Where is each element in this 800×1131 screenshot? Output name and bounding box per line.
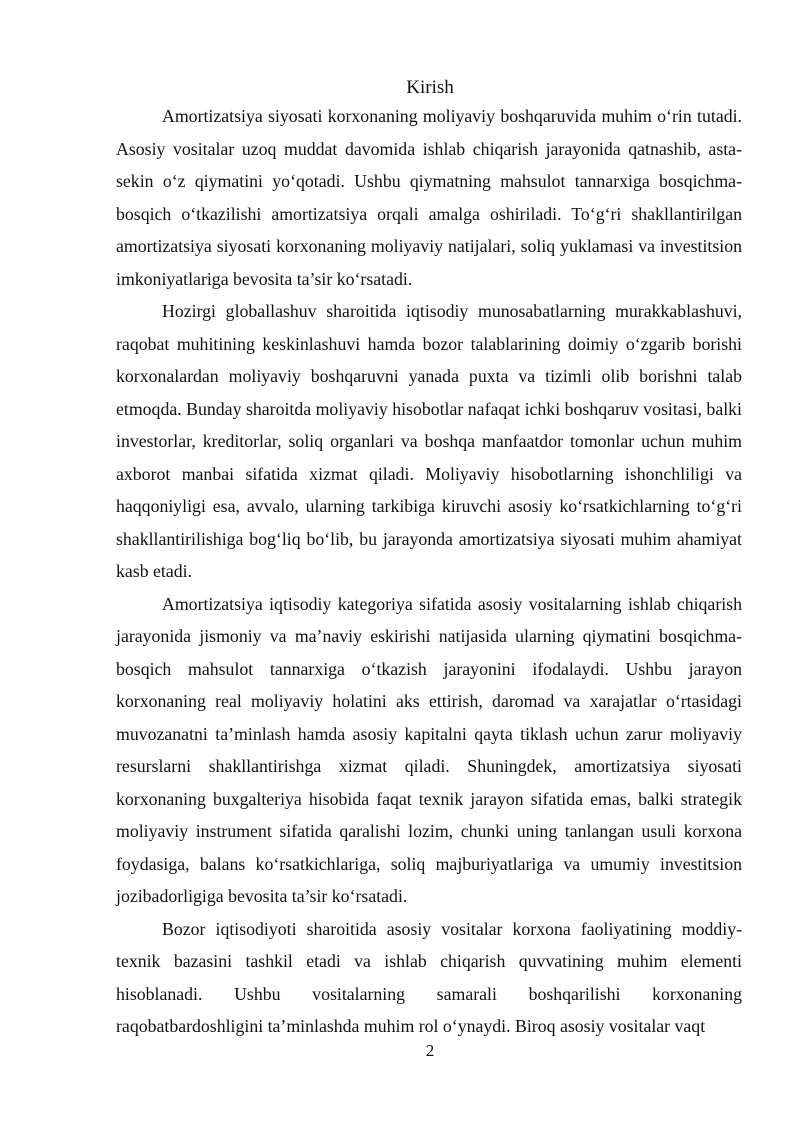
page-title: Kirish xyxy=(406,77,454,98)
paragraph-4: Bozor iqtisodiyoti sharoitida asosiy vositalar korxona faoliyatining moddiy-texnik bazasini tashkil etadi va ishlab chiqarish quvvatining muhim elementi hisoblanadi. Ushbu vositalarning samarali boshqarilishi korxonaning raqobatbardoshligini ta’minlashda muhim rol o‘ynaydi. Biroq asosiy vositalar vaqt xyxy=(116,918,742,1036)
body-text xyxy=(116,100,742,1043)
paragraph-2: Hozirgi globallashuv sharoitida iqtisodiy munosabatlarning murakkablashuvi, raqobat muhitining keskinlashuvi hamda bozor talablarining doimiy o‘zgarib borishi korxonalardan moliyaviy boshqaruvni yanada puxta va tizimli olib borishni talab etmoqda. Bunday sharoitda moliyaviy hisobotlar nafaqat ichki boshqaruv vositasi, balki investorlar, kreditorlar, soliq organlari va boshqa manfaatdor tomonlar uchun muhim axborot manbai sifatida xizmat qiladi. Moliyaviy hisobotlarning ishonchliligi va haqqoniyligi esa, avvalo, ularning tarkibiga kiruvchi asosiy ko‘rsatkichlarning to‘g‘ri shakllantirilishiga bog‘liq bo‘lib, bu jarayonda amortizatsiya siyosati muhim ahamiyat kasb etadi. xyxy=(116,301,742,581)
page-number: 2 xyxy=(425,1041,435,1060)
paragraph-1: Amortizatsiya siyosati korxonaning moliyaviy boshqaruvida muhim o‘rin tutadi. Asosiy vositalar uzoq muddat davomida ishlab chiqarish jarayonida qatnashib, asta-sekin o‘z qiymatini yo‘qotadi. Ushbu qiymatning mahsulot tannarxiga bosqichma-bosqich o‘tkazilishi amortizatsiya orqali amalga oshiriladi. To‘g‘ri shakllantirilgan amortizatsiya siyosati korxonaning moliyaviy natijalari, soliq yuklamasi va investitsion imkoniyatlariga bevosita ta’sir ko‘rsatadi. xyxy=(116,106,742,289)
paragraph-3: Amortizatsiya iqtisodiy kategoriya sifatida asosiy vositalarning ishlab chiqarish jarayonida jismoniy va ma’naviy eskirishi natijasida ularning qiymatini bosqichma-bosqich mahsulot tannarxiga o‘tkazish jarayonini ifodalaydi. Ushbu jarayon korxonaning real moliyaviy holatini aks ettirish, daromad va xarajatlar o‘rtasidagi muvozanatni ta’minlash hamda asosiy kapitalni qayta tiklash uchun zarur moliyaviy resurslarni shakllantirishga xizmat qiladi. Shuningdek, amortizatsiya siyosati korxonaning buxgalteriya hisobida faqat texnik jarayon sifatida emas, balki strategik moliyaviy instrument sifatida qaralishi lozim, chunki uning tanlangan usuli korxona foydasiga, balans ko‘rsatkichlariga, soliq majburiyatlariga va umumiy investitsion jozibadorligiga bevosita ta’sir ko‘rsatadi. xyxy=(116,593,742,906)
